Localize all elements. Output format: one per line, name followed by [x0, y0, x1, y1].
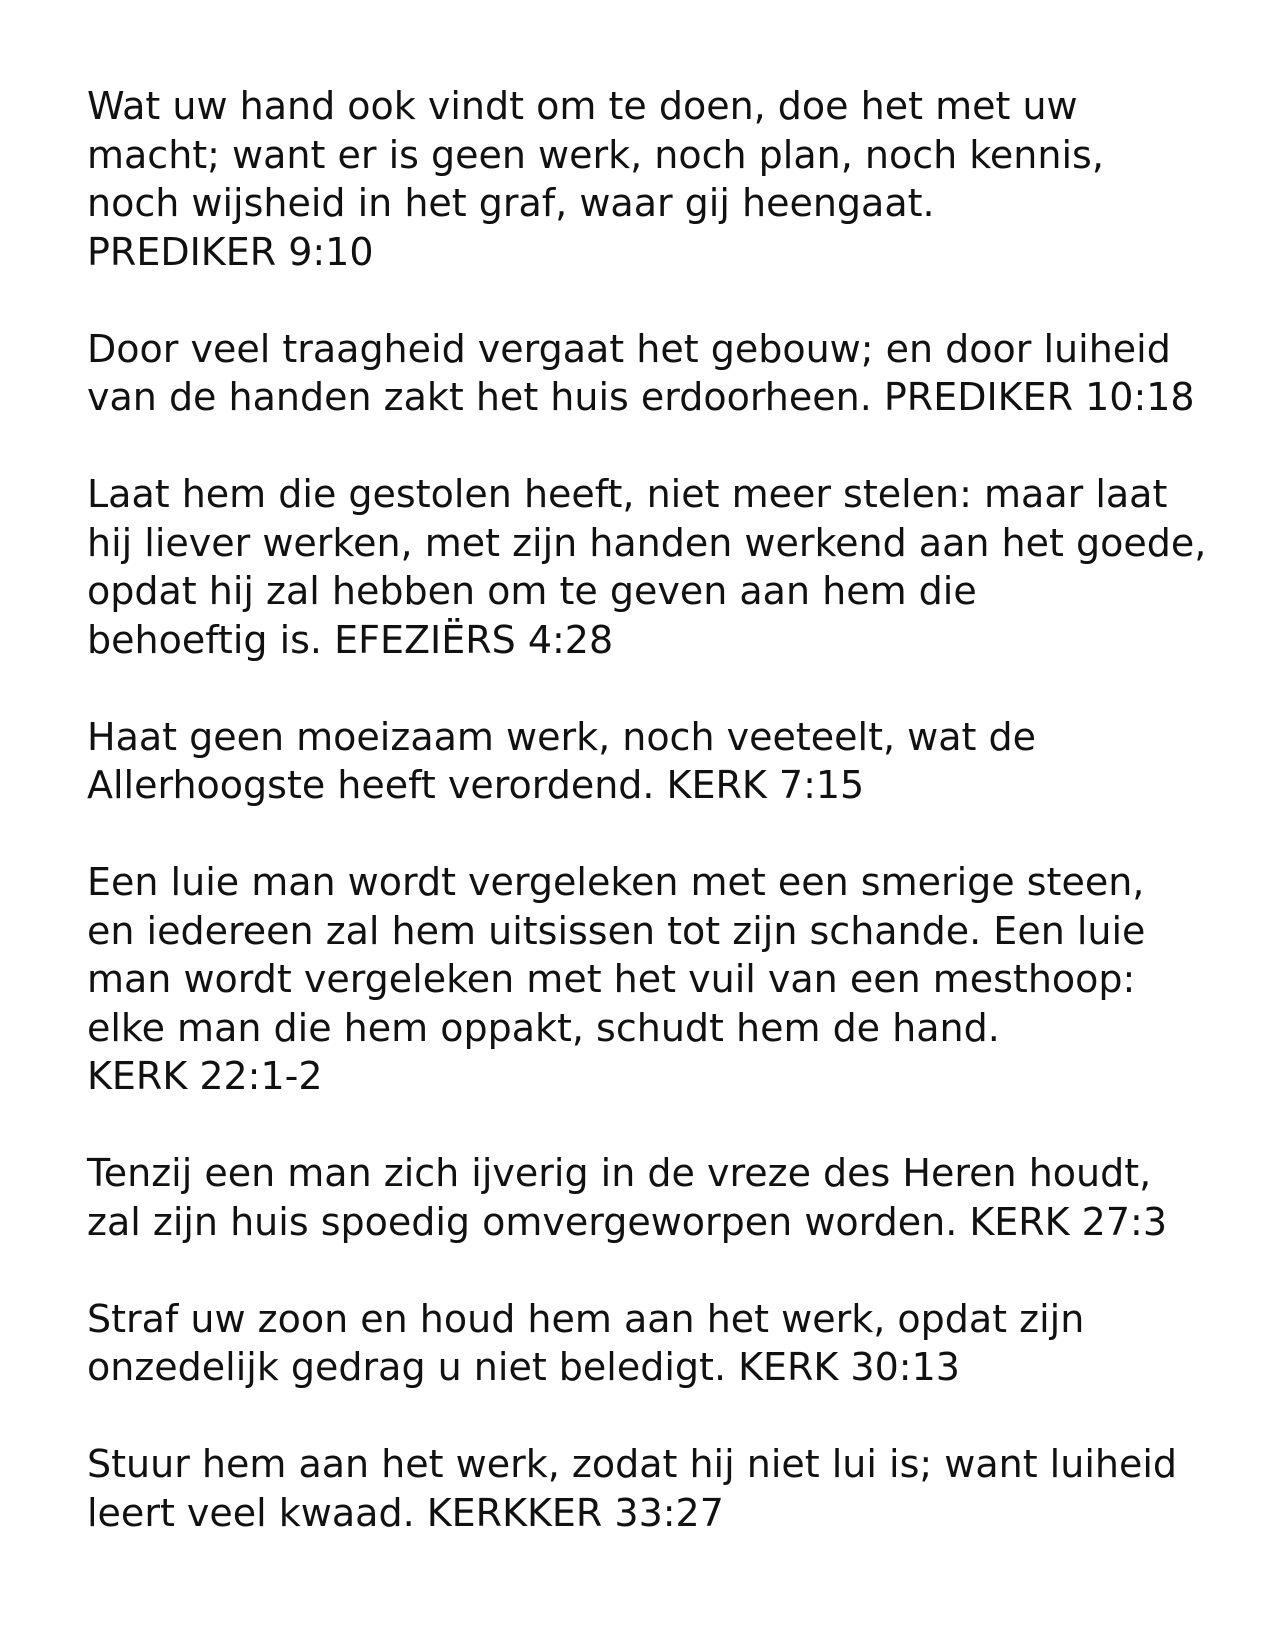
verse-passage: Stuur hem aan het werk, zodat hij niet lui is; want luiheid leert veel kwaad. KERKKER 33:27 [87, 1442, 1178, 1535]
verse-passage: Wat uw hand ook vindt om te doen, doe het met uw macht; want er is geen werk, noch plan, noch kennis, noch wijsheid in het graf, waar gij heengaat. PREDIKER 9:10 [87, 84, 1104, 274]
verse-passage: Haat geen moeizaam werk, noch veeteelt, wat de Allerhoogste heeft verordend. KERK 7:15 [87, 714, 1036, 807]
verse-passage: Tenzij een man zich ijverig in de vreze des Heren houdt, zal zijn huis spoedig omvergeworpen worden. KERK 27:3 [87, 1151, 1168, 1244]
verse-passage: Door veel traagheid vergaat het gebouw; en door luiheid van de handen zakt het huis erdoorheen. PREDIKER 10:18 [87, 326, 1195, 419]
verse-passage: Straf uw zoon en houd hem aan het werk, opdat zijn onzedelijk gedrag u niet beledigt. KERK 30:13 [87, 1296, 1085, 1389]
verse-list [87, 82, 1237, 1586]
verse-passage: Laat hem die gestolen heeft, niet meer stelen: maar laat hij liever werken, met zijn handen werkend aan het goede, opdat hij zal hebben om te geven aan hem die behoeftig is. EFEZIËRS 4:28 [87, 472, 1207, 662]
verse-passage: Een luie man wordt vergeleken met een smerige steen, en iedereen zal hem uitsissen tot zijn schande. Een luie man wordt vergeleken met het vuil van een mesthoop: elke man die hem oppakt, schudt hem de hand. KERK 22:1-2 [87, 860, 1146, 1098]
